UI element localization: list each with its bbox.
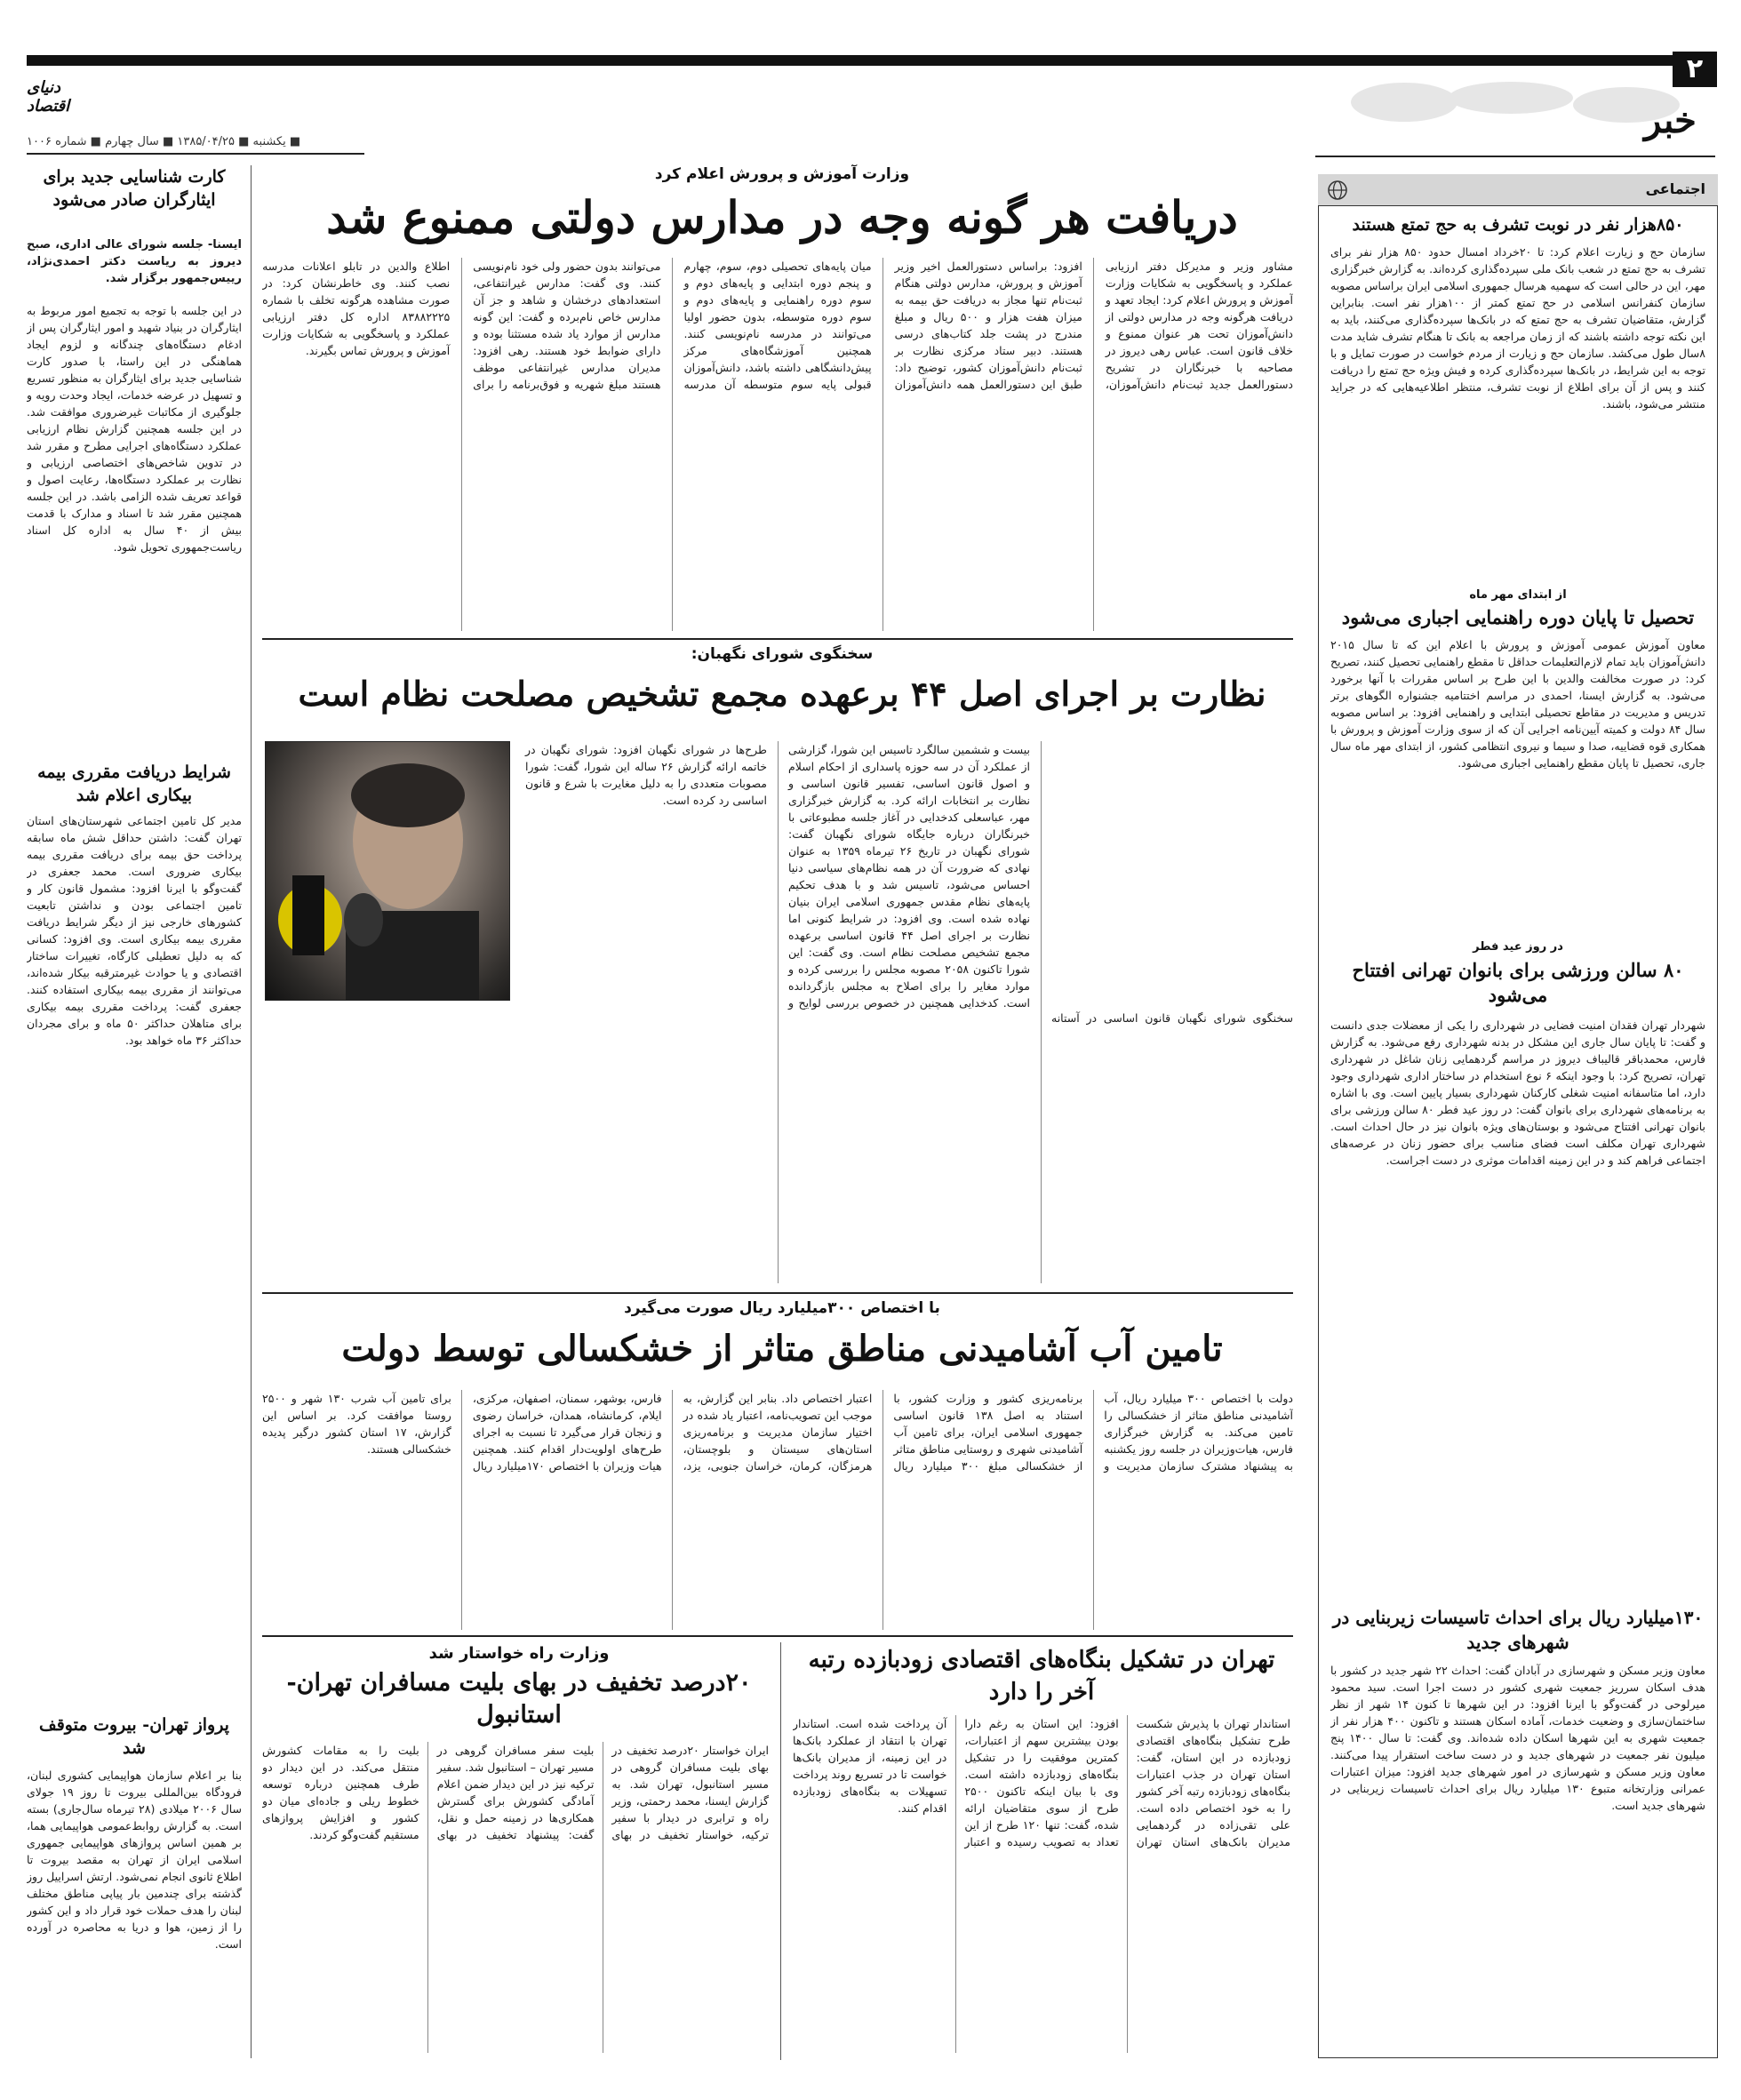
brand-logo: دنیای اقتصاد: [27, 78, 70, 116]
sports-kicker: در روز عید فطر: [1473, 940, 1563, 954]
divider-3: [262, 1635, 1293, 1637]
guardian-story-body: [262, 741, 1293, 1283]
divider-1: [262, 638, 1293, 640]
divider-2: [262, 1292, 1293, 1294]
id-card-headline: کارت شناسایی جدید برای ایثارگران صادر می‌شود: [43, 167, 226, 210]
ticket-story-body: ایران خواستار ۲۰درصد تخفیف در بهای بلیت مسافران گروهی در مسیر استانبول، تهران شد. به گزارش ایسنا، محمد رحمتی، وزیر راه و ترابری در دیدار با سفیر ترکیه، خواستار تخفیف در بهای بلیت سفر مسافران گروهی در مسیر تهران – استانبول شد. سفیر ترکیه نیز در این دیدار ضمن اعلام آمادگی کشورش برای گسترش همکاری‌ها در زمینه حمل و نقل، گفت: پیشنهاد تخفیف در بهای بلیت را به مقامات کشورش منتقل می‌کند. در این دیدار دو طرف همچنین درباره توسعه خطوط ریلی و جاده‌ای میان دو کشور و افزایش پروازهای مستقیم گفت‌وگو کردند.: [262, 1744, 769, 1841]
id-card-body: در این جلسه با توجه به تجمیع امور مربوط به ایثارگران در بنیاد شهید و امور ایثارگران پس از ادغام دستگاه‌های چندگانه و لزوم ایجاد هماهنگی در این راستا، با صدور کارت شناسایی جدید برای ایثارگران به منظور تسریع و تسهیل در عرضه خدمات، ایجاد وحدت رویه و جلوگیری از مکاتبات غیرضروری موافقت شد. در این جلسه همچنین گزارش نظام ارزیابی عملکرد دستگاه‌های اجرایی مطرح و مقرر شد در تدوین شاخص‌های اختصاصی ارزیابی و نظارت بر عملکرد دستگاه‌ها، رعایت اصول و قواعد تعریف شده الزامی باشد. در این جلسه همچنین مقرر شد تا اسناد و مدارک با قدمت بیش از ۴۰ سال به اداره کل اسناد ریاست‌جمهوری تحویل شود.: [27, 304, 242, 554]
newtowns-story-title: ۱۳۰میلیارد ریال برای احداث تاسیسات زیربنایی در شهرهای جدید: [1332, 1607, 1704, 1653]
section-title: خبر: [1644, 100, 1697, 141]
section-rule: [1315, 156, 1715, 157]
ticket-kicker: وزارت راه خواستار شد: [428, 1644, 610, 1663]
page-number: ۲: [1673, 52, 1717, 87]
water-kicker: با اختصاص ۳۰۰میلیارد ریال صورت می‌گیرد: [624, 1299, 940, 1317]
unemployment-body: مدیر کل تامین اجتماعی شهرستان‌های استان تهران گفت: داشتن حداقل شش ماه سابقه پرداخت حق بیمه برای دریافت مقرری بیمه بیکاری ضروری است. محمد جعفری در گفت‌وگو با ایرنا افزود: مشمول قانون کار و تامین اجتماعی بودن و نداشتن تابعیت کشورهای خارجی نیز از دیگر شرایط دریافت مقرری بیمه بیکاری است. وی افزود: کسانی که به دلیل تعطیلی کارگاه، تغییرات ساختار اقتصادی و یا حوادث غیرمترقبه بیکار شده‌اند، می‌توانند از مقرری بیمه بیکاری استفاده کنند. جعفری گفت: پرداخت مقرری بیمه بیکاری برای متاهلان حداکثر ۵۰ ماه و برای مجردان حداکثر ۳۶ ماه خواهد بود.: [27, 814, 242, 1047]
guardian-story-text: سخنگوی شورای نگهبان قانون اساسی در آستانه بیست و ششمین سالگرد تاسیس این شورا، گزارشی از عملکرد آن در سه حوزه پاسداری از احکام اسلام و اصول قانون اساسی، تفسیر قانون اساسی و نظارت بر انتخابات ارائه کرد. به گزارش خبرگزاری مهر، عباسعلی کدخدایی در آغاز جلسه مطبوعاتی با خبرنگاران درباره جایگاه شورای نگهبان گفت: شورای نگهبان در تاریخ ۲۶ تیرماه ۱۳۵۹ به عنوان نهادی که ضرورت آن در همه نظام‌های سیاسی دنیا احساس می‌شود، تاسیس شد و با هدف تحکیم پایه‌های نظام مقدس جمهوری اسلامی ایران بنیان نهاده شده است. وی افزود: در شرایط کنونی اما نظارت بر اجرای اصل ۴۴ قانون اساسی برعهده مجمع تشخیص مصلحت نظام است. وی گفت: این شورا تاکنون ۲۰۵۸ مصوبه مجلس را بررسی کرده و موارد مغایر را برای اصلاح به مجلس بازگردانده است. کدخدایی همچنین در خصوص بررسی لوایح و طرح‌ها در شورای نگهبان افزود: شورای نگهبان در خاتمه ارائه گزارش ۲۶ ساله این شورا، گفت: شورا مصوبات متعددی را به دلیل مغایرت با شرع و قانون اساسی رد کرده است.: [525, 743, 1293, 1025]
lead-headline: دریافت هر گونه وجه در مدارس دولتی ممنوع شد: [326, 191, 1238, 244]
header-rule: [27, 55, 1680, 66]
guardian-headline: نظارت بر اجرای اصل ۴۴ برعهده مجمع تشخیص مصلحت نظام است: [298, 674, 1266, 714]
newtowns-story-body: معاون وزیر مسکن و شهرسازی در آبادان گفت: احداث ۲۲ شهر جدید در کشور با هدف اسکان سرریز جمعیت شهری کشور در دست اجرا است. سید محمود میرلوحی در گفت‌وگو با ایرنا افزود: در این شهرها تا کنون ۱۴ شهر از نظر ساختمان‌سازی و وضعیت خدمات، آماده اسکان هستند و تاکنون ۴۰۰ هزار نفر از جمعیت شهری به این شهرها اسکان داده شده‌اند. وی گفت: تا سال ۱۴۰۰ پنج میلیون نفر جمعیت در شهرهای جدید و در دست ساخت استقرار پیدا می‌کنند. معاون وزیر مسکن و شهرسازی در امور شهرهای جدید افزود: میزان اعتبارات عمرانی وزارتخانه متبوع ۱۳۰ میلیارد ریال برای احداث تاسیسات زیربنایی در شهرهای جدید است.: [1330, 1664, 1705, 1812]
id-card-lead: ایسنا- جلسه شورای عالی اداری، صبح دیروز به ریاست دکتر احمدی‌نژاد، رییس‌جمهور برگزار شد.: [27, 238, 242, 285]
bottom-column-divider: [780, 1642, 781, 2060]
hajj-story-body: سازمان حج و زیارت اعلام کرد: تا ۲۰خرداد امسال حدود ۸۵۰ هزار نفر برای تشرف به حج تمتع در شعب بانک ملی سپرده‌گذاری کرده‌اند. به گزارش خبرگزاری مهر، این در حالی است که سهمیه هرسال جمهوری اسلامی ایران براساس مصوبه سازمان کنفرانس اسلامی در حج تمتع کمتر از ۱۰۰هزار نفر است. بنابراین گزارش، متقاضیان تشرف به حج تمتع که در بانک‌ها سپرده‌گذاری می‌کنند، باید به این نکته توجه داشته باشند که از زمان مراجعه به بانک تا هنگام تشرف شاید مدت ۸سال طول می‌کشد. سازمان حج و زیارت از مردم خواست در صورت تمایل و با توجه به این شرایط، در بانک‌ها سپرده‌گذاری کرده و فیش ویژه حج تمتع را دریافت کنند و پس از آن برای اطلاع از نوبت تشرف، منتظر اطلاعیه‌هایی که در جراید منتشر می‌شود، باشند.: [1330, 245, 1705, 411]
photo-spacer: [1051, 741, 1293, 1010]
sports-story-body: شهردار تهران فقدان امنیت فضایی در شهرداری را یکی از معضلات جدی دانست و گفت: تا پایان سال جاری این مشکل در بدنه شهرداری رفع می‌شود. به گزارش فارس، محمدباقر قالیباف دیروز در مراسم گردهمایی زنان شاغل در شهرداری تهران، تصریح کرد: با وجود اینکه ۶ نوع استخدام در ساختار اداری شهرداری وجود دارد، اما متاسفانه امنیت شغلی کارکنان شهرداری بسیار پایین است. وی با اشاره به برنامه‌های شهرداری برای بانوان گفت: در روز عید فطر ۸۰ سالن ورزشی برای بانوان تهرانی افتتاح می‌شود و بوستان‌های ویژه بانوان نیز در حال احداث است. شهرداری تهران مکلف است فضای مناسب برای حضور زنان در عرصه‌های اجتماعی فراهم کند و در این زمینه اقدامات موثری در دست اجراست.: [1330, 1018, 1705, 1167]
social-label-bar: [1318, 174, 1718, 206]
education-story-title: تحصیل تا پایان دوره راهنمایی اجباری می‌شود: [1341, 606, 1695, 628]
ticket-headline: ۲۰درصد تخفیف در بهای بلیت مسافران تهران- استانبول: [286, 1669, 752, 1729]
social-label: اجتماعی: [1645, 180, 1705, 197]
beirut-body: بنا بر اعلام سازمان هواپیمایی کشوری لبنان، فرودگاه بین‌المللی بیروت تا روز ۱۹ جولای سال ۲۰۰۶ میلادی (۲۸ تیرماه سال‌جاری) بسته است. به گزارش روابط‌عمومی هواپیمایی هما، بر همین اساس پروازهای هواپیمایی جمهوری اسلامی ایران از تهران به مقصد بیروت تا اطلاع ثانوی انجام نمی‌شود. ارتش اسراییل روز گذشته برای چندمین بار پیاپی مناطق مختلف لبنان را هدف حملات خود قرار داد و این کشور را از زمین، هوا و دریا به محاصره در آورده است.: [27, 1769, 242, 1951]
dateline: ■ یکشنبه ■ ۱۳۸۵/۰۴/۲۵ ■ سال چهارم ■ شماره ۱۰۰۶: [27, 135, 301, 148]
water-headline: تامین آب آشامیدنی مناطق متاثر از خشکسالی توسط دولت: [341, 1328, 1223, 1369]
dateline-rule: [27, 153, 364, 155]
tehran-story-body: استاندار تهران با پذیرش شکست طرح تشکیل بنگاه‌های اقتصادی زودبازده در این استان، گفت: استان تهران در جذب اعتبارات بنگاه‌های زودبازده رتبه آخر کشور را به خود اختصاص داده است. علی تقی‌زاده در گردهمایی مدیران بانک‌های استان تهران افزود: این استان به رغم دارا بودن بیشترین سهم از اعتبارات، کمترین موفقیت را در تشکیل بنگاه‌های زودبازده داشته است. وی با بیان اینکه تاکنون ۲۵۰۰ طرح از سوی متقاضیان ارائه شده، گفت: تنها ۱۲۰ طرح از این تعداد به تصویب رسیده و اعتبار آن پرداخت شده است. استاندار تهران با انتقاد از عملکرد بانک‌ها در این زمینه، از مدیران بانک‌ها خواست تا در تسریع روند پرداخت تسهیلات به بنگاه‌های زودبازده اقدام کنند.: [793, 1717, 1290, 1848]
beirut-headline: پرواز تهران- بیروت متوقف شد: [39, 1715, 229, 1758]
sports-story-title: ۸۰ سالن ورزشی برای بانوان تهرانی افتتاح می‌شود: [1352, 959, 1684, 1006]
lead-story-body: مشاور وزیر و مدیرکل دفتر ارزیابی عملکرد و پاسخگویی به شکایات وزارت آموزش و پرورش اعلام کرد: ایجاد تعهد و دریافت هرگونه وجه در مدارس دولتی از دانش‌آموزان تحت هر عنوان ممنوع و خلاف قانون است. عباس رهی دیروز در مصاحبه با خبرنگاران در تشریح دستورالعمل جدید ثبت‌نام دانش‌آموزان، افزود: براساس دستورالعمل اخیر وزیر آموزش و پرورش، مدارس دولتی هنگام ثبت‌نام تنها مجاز به دریافت حق بیمه به میزان هفت هزار و ۵۰۰ ریال و مبلغ مندرج در پشت جلد کتاب‌های درسی هستند. دبیر ستاد مرکزی نظارت بر ثبت‌نام دانش‌آموزان کشور، توضیح داد: طبق این دستورالعمل همه دانش‌آموزان میان پایه‌های تحصیلی دوم، سوم، چهارم و پنجم دوره ابتدایی و پایه‌های دوم و سوم دوره راهنمایی و پایه‌های دوم و سوم دوره متوسطه، بدون حضور اولیا می‌توانند در مدرسه نام‌نویسی کنند. همچنین آموزشگاه‌های مرکز پیش‌دانشگاهی داشته باشد، دانش‌آموزان قبولی پایه سوم متوسطه آن مدرسه می‌توانند بدون حضور ولی خود نام‌نویسی کنند. وی گفت: مدارس غیرانتفاعی، استعدادهای درخشان و شاهد و جز آن مدارس خاص نام‌برده و گفت: این گونه مدارس از موارد یاد شده مستثنا بوده و دارای ضوابط خود هستند. رهی افزود: مدیران مدارس غیرانتفاعی موظف هستند مبلغ شهریه و فوق‌برنامه را برای اطلاع والدین در تابلو اعلانات مدرسه نصب کنند. وی خاطرنشان کرد: در صورت مشاهده هرگونه تخلف با شماره ۸۳۸۸۲۲۲۵ اداره کل دفتر ارزیابی عملکرد و پاسخگویی به شکایات وزارت آموزش و پرورش تماس بگیرند.: [262, 260, 1293, 391]
tehran-headline: تهران در تشکیل بنگاه‌های اقتصادی زودبازده رتبه آخر را دارد: [808, 1647, 1275, 1705]
hajj-story-title: ۸۵۰هزار نفر در نوبت تشرف به حج تمتع هستند: [1352, 215, 1684, 235]
water-story-body: دولت با اختصاص ۳۰۰ میلیارد ریال، آب آشامیدنی مناطق متاثر از خشکسالی را تامین می‌کند. به گزارش خبرگزاری فارس، هیات‌وزیران در جلسه روز یکشنبه به پیشنهاد مشترک سازمان مدیریت و برنامه‌ریزی کشور و وزارت کشور، با استناد به اصل ۱۳۸ قانون اساسی جمهوری اسلامی ایران، برای تامین آب آشامیدنی شهری و روستایی مناطق متاثر از خشکسالی مبلغ ۳۰۰ میلیارد ریال اعتبار اختصاص داد. بنابر این گزارش، به موجب این تصویب‌نامه، اعتبار یاد شده در اختیار سازمان مدیریت و برنامه‌ریزی استان‌های سیستان و بلوچستان، هرمزگان، کرمان، خراسان جنوبی، یزد، فارس، بوشهر، سمنان، اصفهان، مرکزی، ایلام، کرمانشاه، همدان، خراسان رضوی و زنجان قرار می‌گیرد تا نسبت به اجرای طرح‌های اولویت‌دار اقدام کنند. همچنین هیات وزیران با اختصاص ۱۷۰میلیارد ریال برای تامین آب شرب ۱۳۰ شهر و ۲۵۰۰ روستا موافقت کرد. بر اساس این گزارش، ۱۷ استان کشور درگیر پدیده خشکسالی هستند.: [262, 1392, 1293, 1473]
lead-kicker: وزارت آموزش و پرورش اعلام کرد: [654, 165, 910, 183]
education-story-body: معاون آموزش عمومی آموزش و پرورش با اعلام این که تا سال ۲۰۱۵ دانش‌آموزان باید تمام لازم‌التعلیمات حداقل تا مقطع راهنمایی تحصیل کنند، تصریح کرد: در صورت مخالفت والدین با این طرح بر اساس مقررات با آنها برخورد می‌شود. به گزارش ایسنا، احمدی در مراسم اختتامیه جشنواره الگوهای برتر تدریس و مدیریت در مقاطع تحصیلی ابتدایی و راهنمایی افزود: بر اساس مصوبه سال ۸۴ دولت و کمیته آیین‌نامه اجرایی آن که از سوی وزارت آموزش و پرورش با همکاری قوه قضاییه، صدا و سیما و نیروی انتظامی کشور، از ابتدای مهر ماه سال جاری، تحصیل تا پایان مقطع راهنمایی اجباری می‌شود.: [1330, 638, 1705, 770]
globe-icon: [1327, 180, 1348, 201]
left-column-divider: [251, 165, 252, 2058]
guardian-kicker: سخنگوی شورای نگهبان:: [691, 645, 874, 663]
education-kicker: از ابتدای مهر ماه: [1469, 588, 1567, 602]
unemployment-headline: شرایط دریافت مقرری بیمه بیکاری اعلام شد: [37, 763, 231, 805]
